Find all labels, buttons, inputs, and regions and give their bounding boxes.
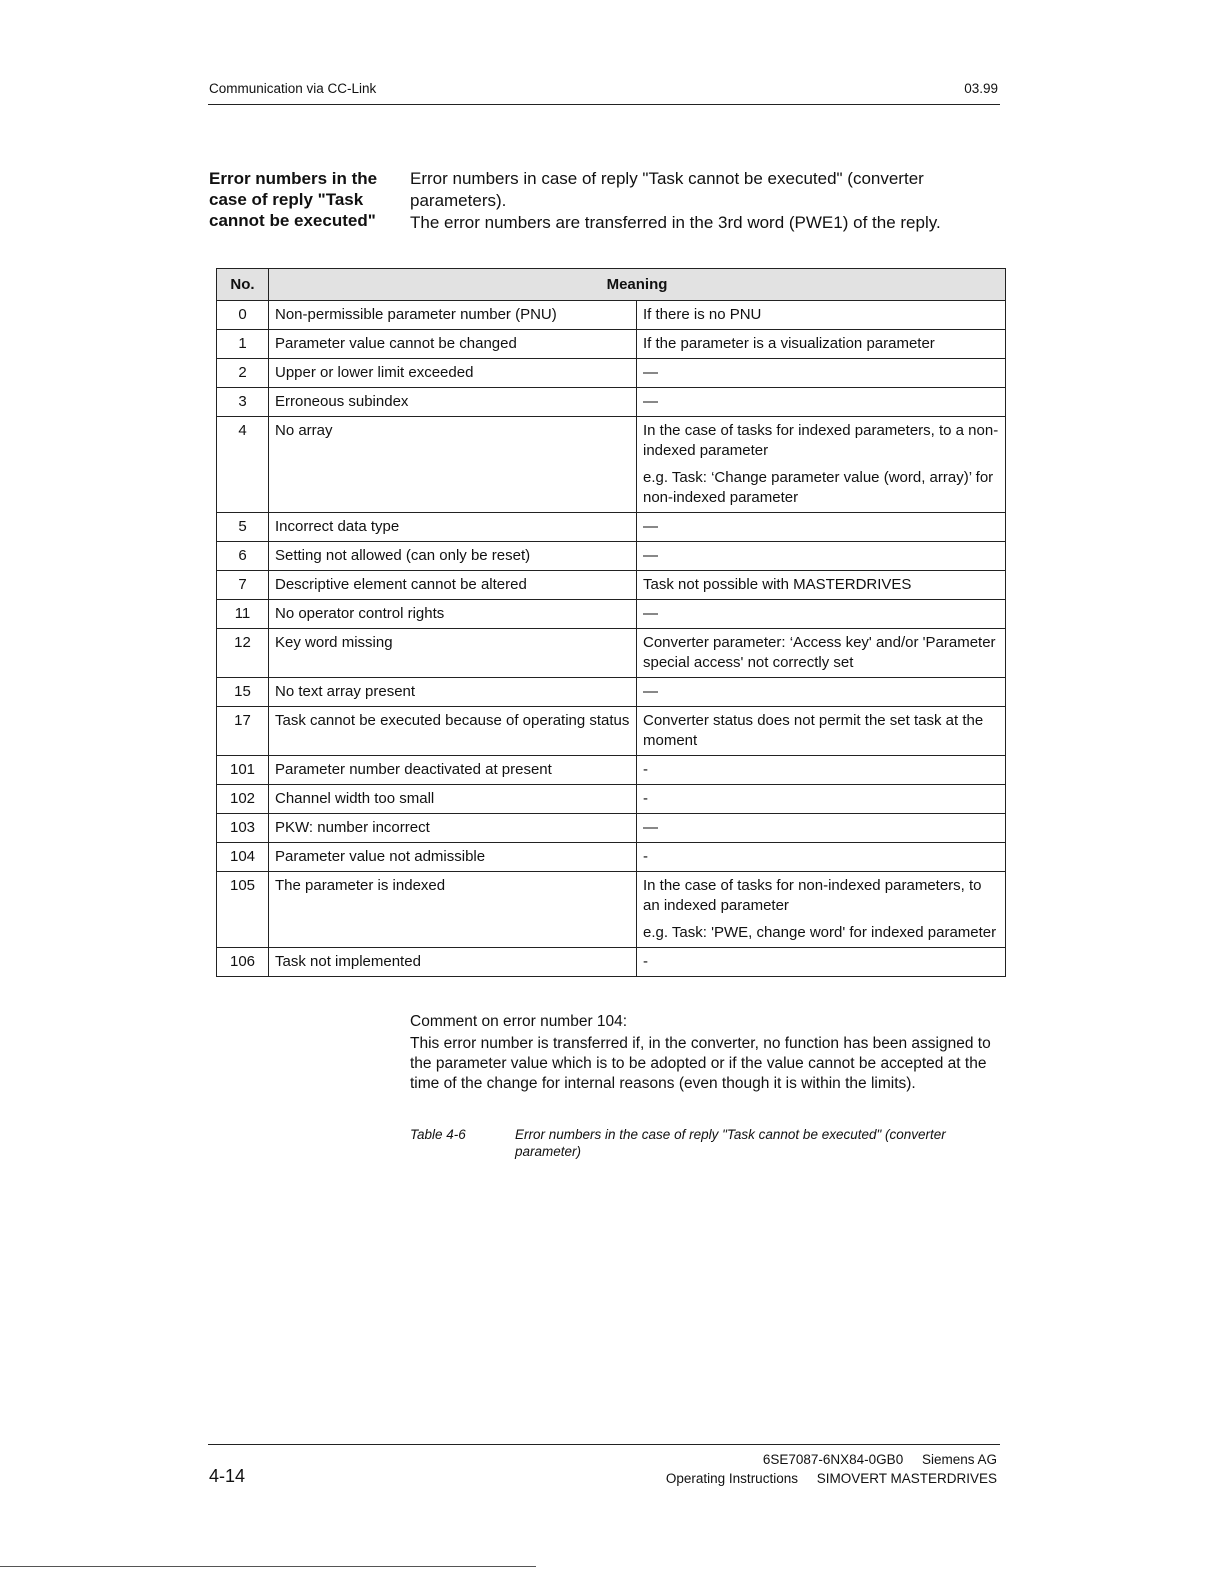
footer-document-title: Operating Instructions SIMOVERT MASTERDRIVES [665, 1471, 997, 1486]
error-note-example: e.g. Task: ‘Change parameter value (word, array)’ for non-indexed parameter [643, 469, 994, 506]
error-note-example: e.g. Task: 'PWE, change word' for indexed parameter [643, 924, 997, 941]
error-description-cell: Key word missing [269, 629, 637, 678]
column-header-no: No. [217, 269, 269, 301]
error-description-cell: Incorrect data type [269, 513, 637, 542]
table-body [217, 301, 1006, 977]
table-row [217, 814, 1006, 843]
error-description-cell: Task cannot be executed because of operating status [269, 707, 637, 756]
table-row [217, 872, 1006, 948]
error-description-cell: Parameter value not admissible [269, 843, 637, 872]
table-row [217, 301, 1006, 330]
caption-number: Table 4-6 [410, 1127, 466, 1142]
intro-line-2: The error numbers are transferred in the 3rd word (PWE1) of the reply. [410, 213, 941, 232]
error-note-text: Task not possible with MASTERDRIVES [643, 576, 912, 593]
error-note-text: In the case of tasks for non-indexed parameters, to an indexed parameter [643, 877, 982, 914]
error-note-cell [637, 629, 1006, 678]
error-number-cell: 4 [217, 417, 269, 513]
error-note-cell [637, 388, 1006, 417]
error-note-cell [637, 948, 1006, 977]
error-number-cell: 6 [217, 542, 269, 571]
table-row [217, 678, 1006, 707]
error-note-cell [637, 359, 1006, 388]
table-row [217, 513, 1006, 542]
error-description-cell: The parameter is indexed [269, 872, 637, 948]
error-description-cell: No operator control rights [269, 600, 637, 629]
side-heading: Error numbers in the case of reply "Task cannot be executed" [209, 169, 378, 230]
page-header [208, 80, 1000, 105]
error-number-cell: 0 [217, 301, 269, 330]
error-number-cell: 7 [217, 571, 269, 600]
comment-block [410, 1012, 1000, 1094]
intro-text [410, 168, 1010, 234]
error-note-cell [637, 678, 1006, 707]
table-row [217, 629, 1006, 678]
error-description-cell: Channel width too small [269, 785, 637, 814]
error-note-text: Converter parameter: ‘Access key' and/or 'Parameter special access' not correctly set [643, 634, 996, 671]
error-numbers-table [216, 268, 1006, 977]
error-note-text: — [643, 683, 658, 700]
error-note-text: - [643, 790, 648, 807]
table-row [217, 571, 1006, 600]
header-date: 03.99 [964, 81, 998, 96]
table-row [217, 359, 1006, 388]
error-description-cell: Parameter number deactivated at present [269, 756, 637, 785]
error-number-cell: 17 [217, 707, 269, 756]
error-note-cell [637, 785, 1006, 814]
bottom-divider [0, 1566, 536, 1567]
table-row [217, 542, 1006, 571]
error-description-cell: Descriptive element cannot be altered [269, 571, 637, 600]
column-header-meaning: Meaning [269, 269, 1006, 301]
error-note-text: — [643, 393, 658, 410]
table-row [217, 843, 1006, 872]
error-note-cell [637, 600, 1006, 629]
table-row [217, 707, 1006, 756]
error-note-text: Converter status does not permit the set task at the moment [643, 712, 984, 749]
error-number-cell: 5 [217, 513, 269, 542]
error-note-cell [637, 843, 1006, 872]
error-note-cell [637, 301, 1006, 330]
error-description-cell: Task not implemented [269, 948, 637, 977]
error-note-cell [637, 417, 1006, 513]
table-row [217, 785, 1006, 814]
error-note-text: - [643, 953, 648, 970]
error-number-cell: 105 [217, 872, 269, 948]
table-row [217, 756, 1006, 785]
error-note-text: — [643, 605, 658, 622]
error-description-cell: PKW: number incorrect [269, 814, 637, 843]
error-number-cell: 2 [217, 359, 269, 388]
footer-order-number: 6SE7087-6NX84-0GB0 Siemens AG [762, 1452, 997, 1467]
error-number-cell: 3 [217, 388, 269, 417]
page-footer [208, 1444, 1000, 1505]
error-description-cell: Non-permissible parameter number (PNU) [269, 301, 637, 330]
table-row [217, 330, 1006, 359]
error-note-text: If the parameter is a visualization parameter [643, 335, 935, 352]
table-row [217, 388, 1006, 417]
error-number-cell: 102 [217, 785, 269, 814]
error-note-cell [637, 814, 1006, 843]
intro-line-1: Error numbers in case of reply "Task cannot be executed" (converter parameters). [410, 169, 924, 210]
error-number-cell: 12 [217, 629, 269, 678]
error-note-cell [637, 571, 1006, 600]
error-note-text: — [643, 547, 658, 564]
page-number: 4-14 [209, 1466, 246, 1486]
error-description-cell: Setting not allowed (can only be reset) [269, 542, 637, 571]
error-number-cell: 104 [217, 843, 269, 872]
error-description-cell: Erroneous subindex [269, 388, 637, 417]
error-number-cell: 1 [217, 330, 269, 359]
error-note-cell [637, 707, 1006, 756]
error-number-cell: 103 [217, 814, 269, 843]
error-note-text: In the case of tasks for indexed parameters, to a non-indexed parameter [643, 422, 999, 459]
error-description-cell: Parameter value cannot be changed [269, 330, 637, 359]
error-note-text: - [643, 848, 648, 865]
error-description-cell: Upper or lower limit exceeded [269, 359, 637, 388]
error-number-cell: 106 [217, 948, 269, 977]
error-note-text: — [643, 364, 658, 381]
table-row [217, 948, 1006, 977]
error-number-cell: 15 [217, 678, 269, 707]
error-number-cell: 11 [217, 600, 269, 629]
error-note-cell [637, 542, 1006, 571]
error-note-text: - [643, 761, 648, 778]
comment-title: Comment on error number 104: [410, 1013, 628, 1030]
header-section-title: Communication via CC-Link [209, 81, 377, 96]
table-row [217, 600, 1006, 629]
error-note-text: — [643, 518, 658, 535]
error-note-cell [637, 513, 1006, 542]
table-header-row [217, 269, 1006, 301]
comment-body: This error number is transferred if, in the converter, no function has been assigned to the parameter value which is to be adopted or if the value cannot be accepted at the time of the change for internal reasons (even though it is within the limits). [410, 1035, 991, 1092]
error-note-text: If there is no PNU [643, 306, 762, 323]
error-number-cell: 101 [217, 756, 269, 785]
table-row [217, 417, 1006, 513]
error-note-cell [637, 872, 1006, 948]
error-note-cell [637, 756, 1006, 785]
caption-text: Error numbers in the case of reply "Task cannot be executed" (converter parameter) [515, 1127, 946, 1159]
error-note-cell [637, 330, 1006, 359]
error-description-cell: No text array present [269, 678, 637, 707]
error-description-cell: No array [269, 417, 637, 513]
error-note-text: — [643, 819, 658, 836]
